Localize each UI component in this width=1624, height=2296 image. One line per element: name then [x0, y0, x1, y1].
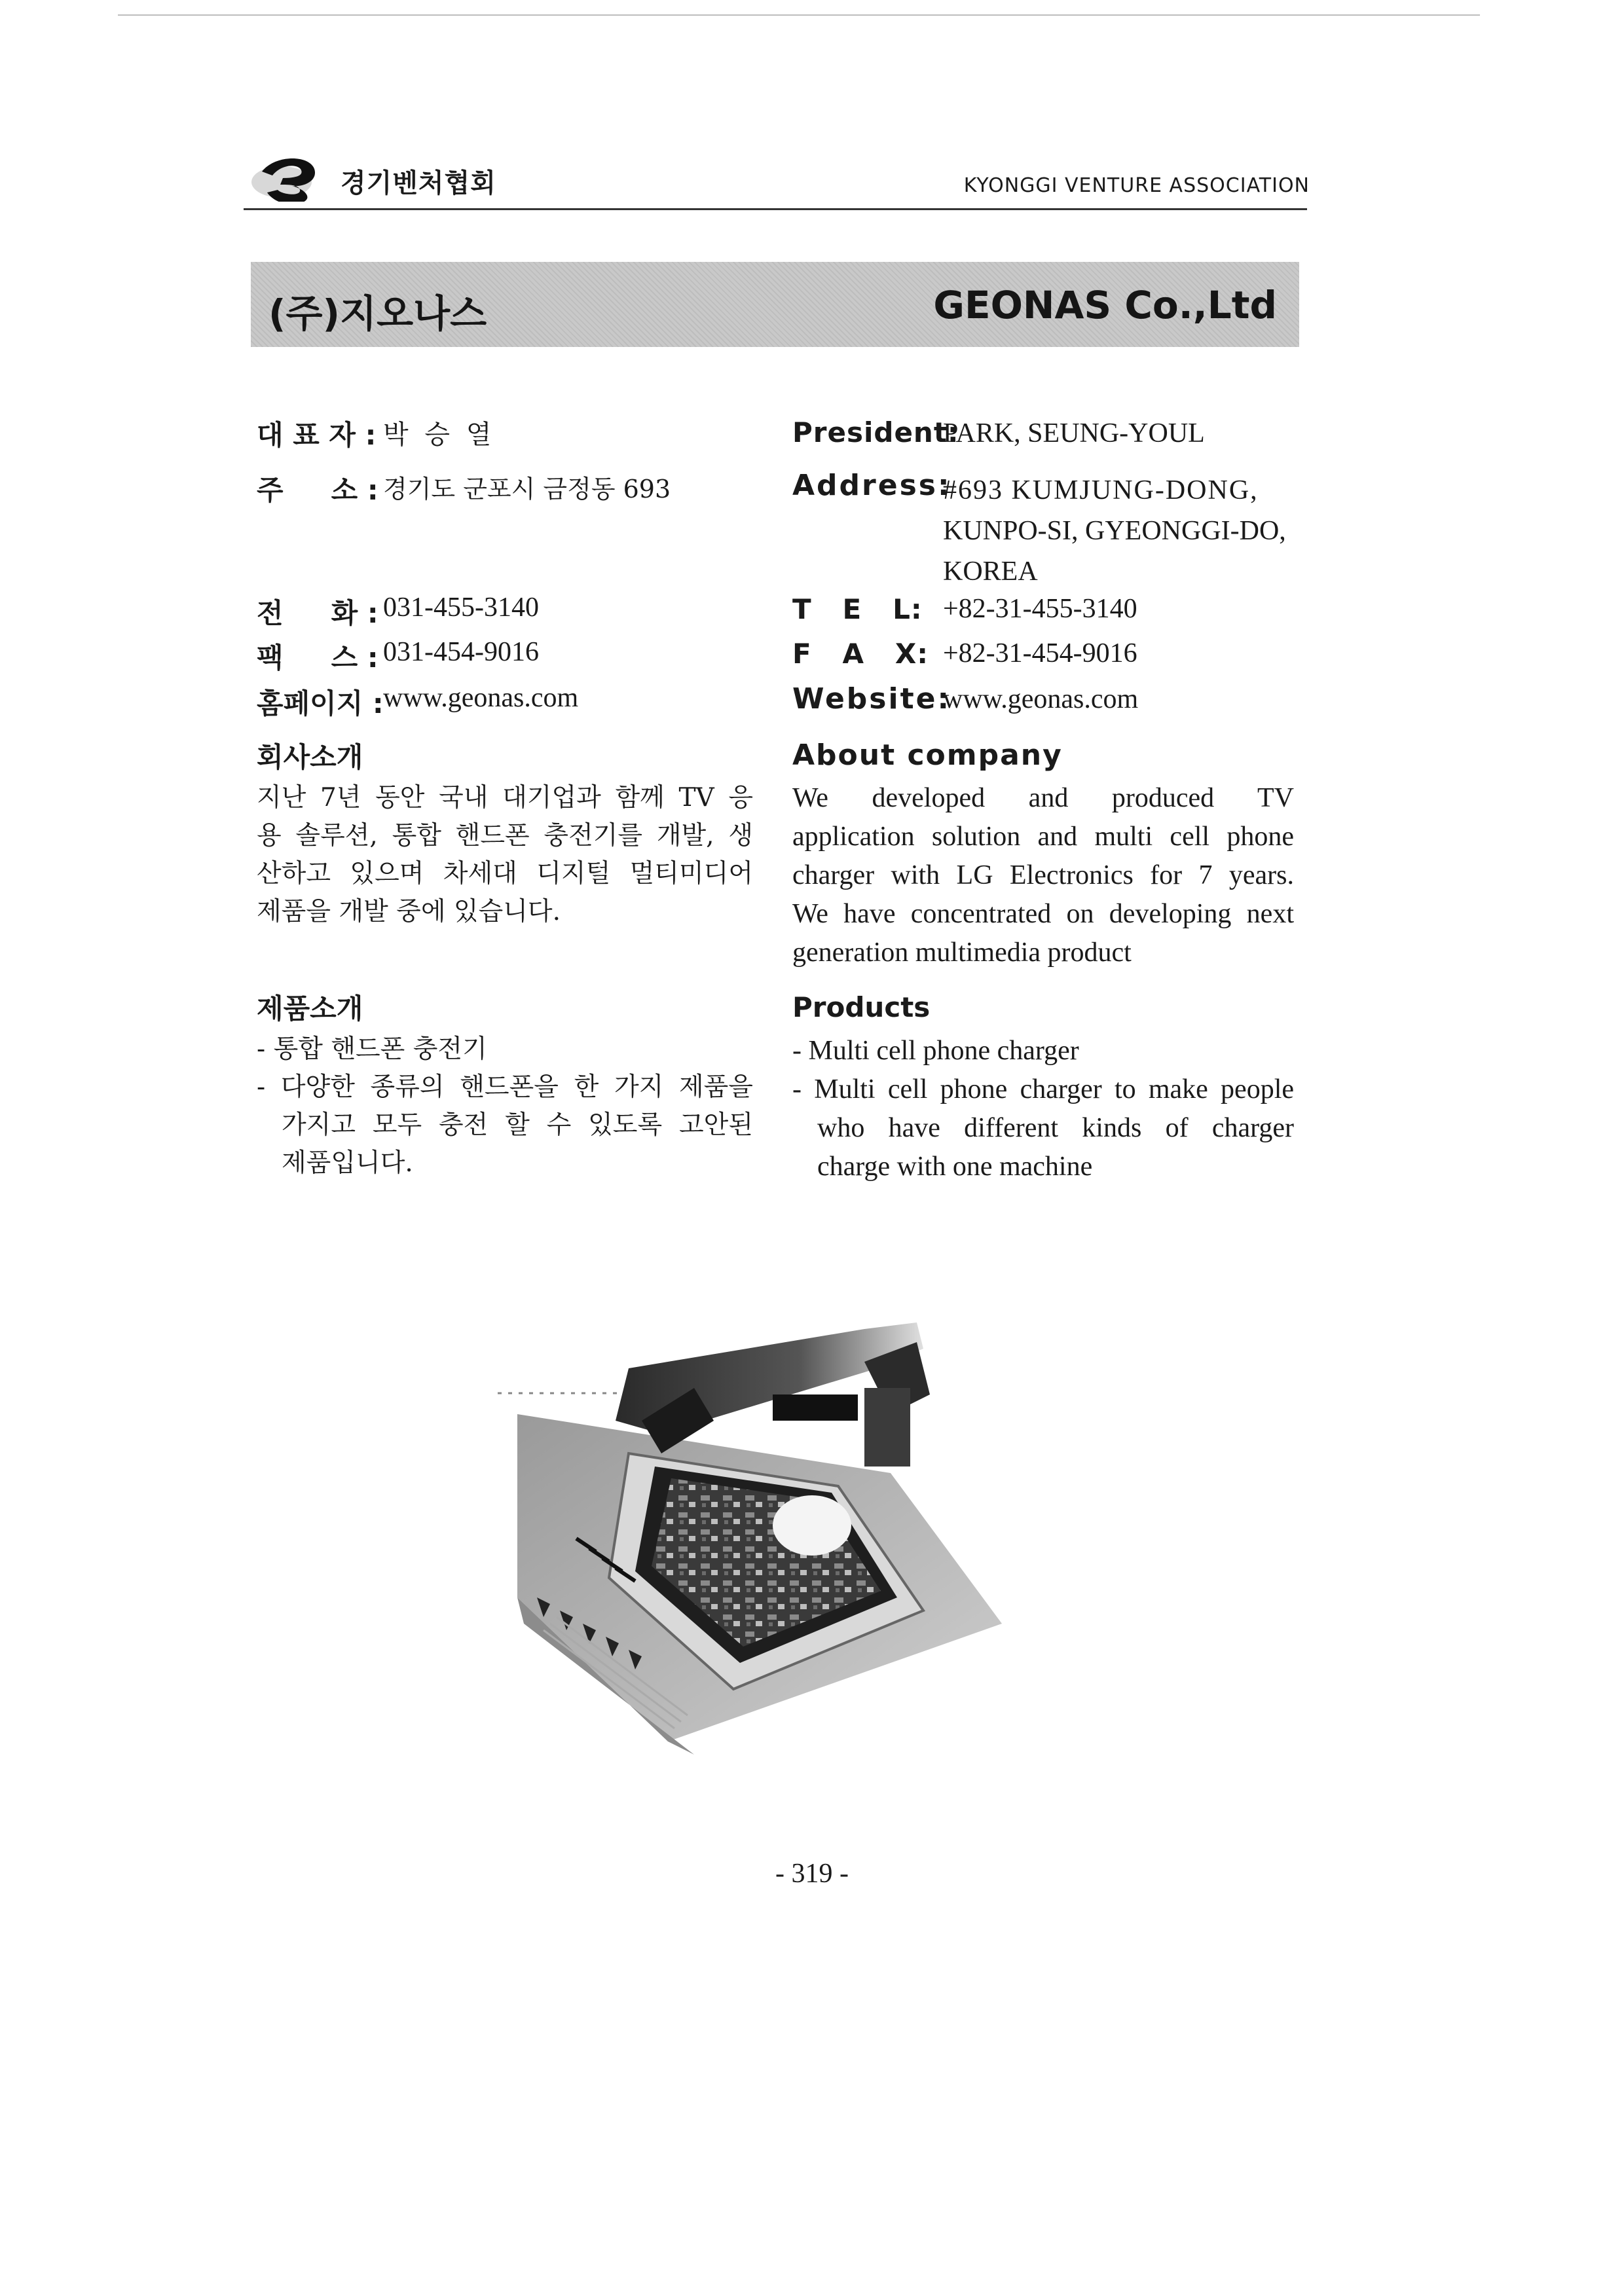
en-president-label: President: — [792, 416, 959, 448]
ko-product-item-cont: 가지고 모두 충전 할 수 있도록 고안된 — [282, 1110, 753, 1140]
ko-product-item: - 통합 핸드폰 충전기 — [257, 1034, 487, 1064]
page-number: - 319 - — [775, 1859, 849, 1889]
en-about-line: application solution and multi cell phone — [792, 822, 1294, 852]
ko-about-line: 제품을 개발 중에 있습니다. — [257, 897, 561, 926]
en-address-line: KUNPO-SI, GYEONGGI-DO, — [943, 516, 1286, 546]
ko-president-label: 대 표 자 : — [257, 419, 377, 451]
en-product-item: - Multi cell phone charger to make people — [792, 1074, 1294, 1104]
ko-fax: 031-454-9016 — [383, 637, 539, 667]
en-about-heading: About company — [792, 738, 1063, 772]
ko-fax-label: 팩 스 : — [257, 642, 378, 674]
association-name: KYONGGI VENTURE ASSOCIATION — [963, 174, 1310, 197]
en-products-heading: Products — [792, 991, 931, 1023]
ko-about-line: 산하고 있으며 차세대 디지털 멀티미디어 — [257, 859, 753, 888]
ko-products-list — [257, 1030, 753, 1182]
en-fax-label: F A X: — [792, 638, 929, 670]
en-about-line: generation multimedia product — [792, 938, 1132, 968]
en-product-item: - Multi cell phone charger — [792, 1036, 1079, 1066]
en-president: PARK, SEUNG-YOUL — [943, 418, 1205, 448]
en-about-line: We have concentrated on developing next — [792, 899, 1294, 929]
en-address-label: Address: — [792, 469, 951, 502]
ko-homepage-label: 홈페이지 : — [257, 687, 384, 720]
en-address-line: #693 KUMJUNG-DONG, — [943, 475, 1259, 505]
ko-address-label: 주 소 : — [257, 474, 378, 506]
en-tel-label: T E L: — [792, 593, 923, 625]
en-fax: +82-31-454-9016 — [943, 638, 1137, 668]
ko-about-line: 용 솔루션, 통합 핸드폰 충전기를 개발, 생 — [257, 821, 753, 850]
company-name-korean: (주)지오나스 — [268, 291, 487, 336]
en-address-line: KOREA — [943, 556, 1038, 587]
en-product-item-cont: who have different kinds of charger — [817, 1113, 1294, 1143]
product-image — [498, 1322, 1048, 1755]
en-product-item-cont: charge with one machine — [817, 1152, 1093, 1182]
en-website: www.geonas.com — [943, 684, 1139, 714]
ko-product-item-cont: 제품입니다. — [282, 1148, 413, 1178]
company-name-english: GEONAS Co.,Ltd — [933, 283, 1277, 327]
ko-product-item: - 다양한 종류의 핸드폰을 한 가지 제품을 — [257, 1072, 753, 1102]
top-rule — [118, 14, 1480, 16]
ko-tel-label: 전 화 : — [257, 597, 378, 629]
ko-president: 박 승 열 — [383, 420, 496, 450]
ko-about-text — [257, 779, 753, 931]
ko-products-heading: 제품소개 — [257, 993, 363, 1025]
en-about-line: We developed and produced TV — [792, 783, 1294, 813]
header-rule — [244, 208, 1307, 210]
ko-tel: 031-455-3140 — [383, 592, 539, 623]
ko-address: 경기도 군포시 금정동 693 — [383, 475, 671, 503]
en-about-line: charger with LG Electronics for 7 years. — [792, 860, 1294, 890]
en-about-text — [792, 779, 1294, 972]
association-logo-text: 경기벤처협회 — [341, 168, 496, 198]
en-website-label: Website: — [792, 682, 951, 716]
en-products-list — [792, 1032, 1294, 1186]
en-tel: +82-31-455-3140 — [943, 594, 1137, 624]
ko-homepage: www.geonas.com — [383, 683, 579, 713]
ko-about-line: 지난 7년 동안 국내 대기업과 함께 TV 응 — [257, 783, 753, 812]
en-address — [943, 470, 1286, 592]
ko-about-heading: 회사소개 — [257, 741, 363, 773]
